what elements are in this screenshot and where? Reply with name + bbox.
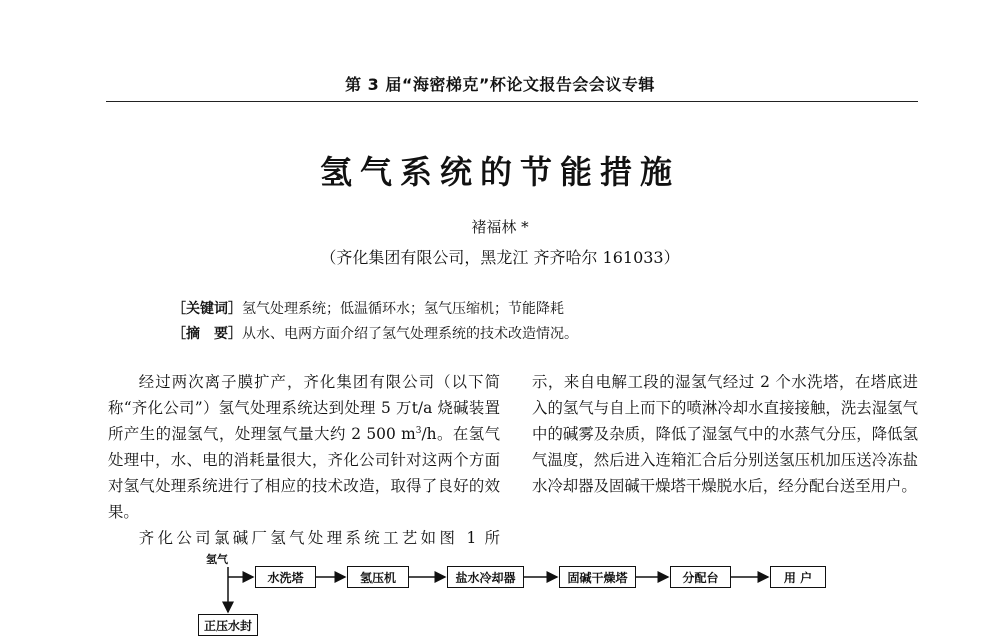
keywords-text: 氢气处理系统；低温循环水；氢气压缩机；节能降耗 <box>242 301 564 317</box>
abstract-label: ［摘 要］ <box>172 326 242 342</box>
affiliation: （齐化集团有限公司，黑龙江 齐齐哈尔 161033） <box>320 248 680 267</box>
box-distribution-station: 分配台 <box>670 566 731 588</box>
box-hydrogen-compressor: 氢压机 <box>347 566 409 588</box>
box-users: 用 户 <box>770 566 826 588</box>
author: 褚福林 * <box>471 218 529 236</box>
para1-part-a: 经过两次离子膜扩产，齐化集团有限公司（以下简称“齐化公司”）氢气处理系统达到处理 5 万t/a 烧碱装置所产生的湿氢气，处理氢气量大约 2 500 m <box>108 373 500 443</box>
body-paragraph-2: 齐化公司氯碱厂氢气处理系统工艺如图 1 所 <box>138 529 500 547</box>
input-label-hydrogen: 氢气 <box>206 553 228 566</box>
body-paragraph-right: 示，来自电解工段的湿氢气经过 2 个水洗塔，在塔底进入的氢气与自上而下的喷淋冷却水直接接触，洗去湿氢气中的碱雾及杂质，降低了湿氢气中的水蒸气分压，降低氢气温度，然后进入连箱汇合后分别送氢压机加压送冷冻盐水冷却器及固碱干燥塔干燥脱水后，经分配台送至用户。 <box>532 373 918 495</box>
box-water-wash-tower: 水洗塔 <box>255 566 316 588</box>
box-brine-cooler: 盐水冷却器 <box>447 566 524 588</box>
box-positive-pressure-seal: 正压水封 <box>198 614 258 636</box>
para1-part-b: /h。在氢气处理中，水、电的消耗量很大，齐化公司针对这两个方面对氢气处理系统进行了相应的技术改造，取得了良好的效果。 <box>108 425 500 521</box>
article-title: 氢气系统的节能措施 <box>319 153 680 191</box>
keywords-label: ［关键词］ <box>172 301 242 317</box>
abstract-text: 从水、电两方面介绍了氢气处理系统的技术改造情况。 <box>242 326 578 342</box>
para1-superscript: 3 <box>415 425 422 436</box>
journal-header: 第 3 届“海密梯克”杯论文报告会会议专辑 <box>345 75 655 94</box>
box-caustic-drying-tower: 固碱干燥塔 <box>559 566 636 588</box>
